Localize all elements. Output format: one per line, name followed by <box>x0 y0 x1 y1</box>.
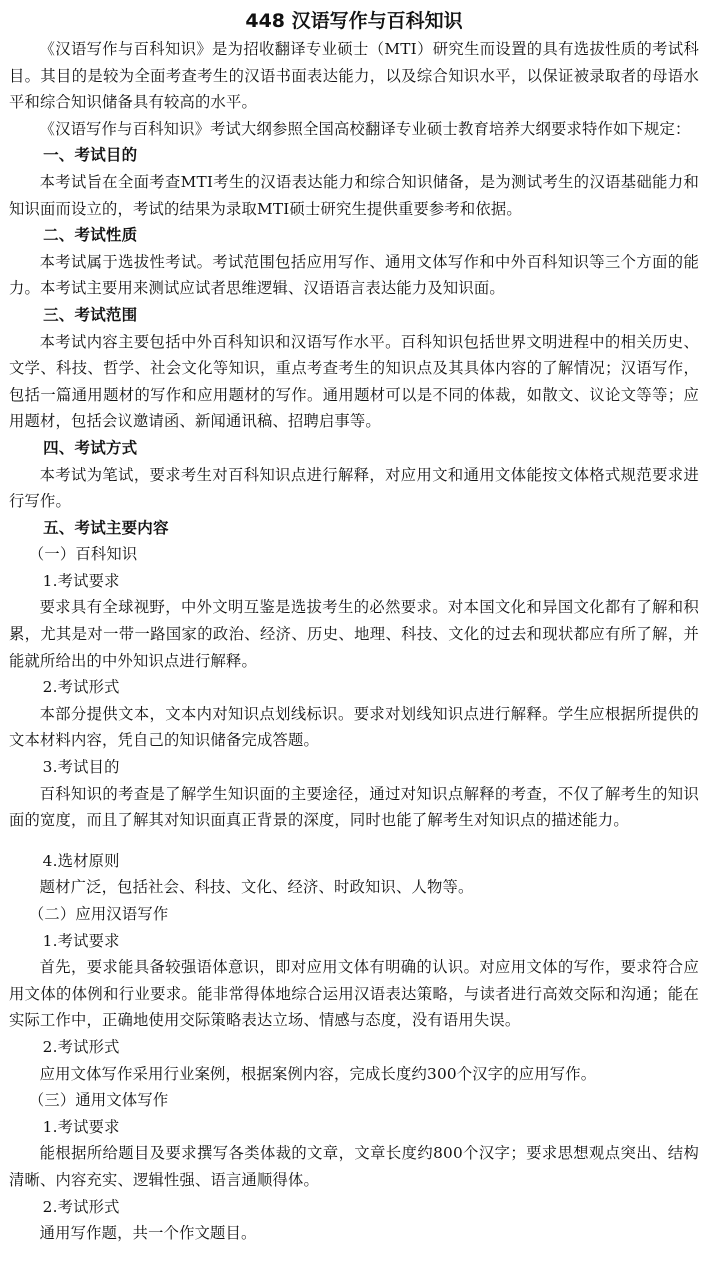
subsection-heading-encyclopedia: （一）百科知识 <box>28 545 138 564</box>
subsection-heading-general-writing: （三）通用文体写作 <box>28 1091 169 1110</box>
section-body-method: 本考试为笔试，要求考生对百科知识点进行解释，对应用文和通用文体能按文体格式规范要求进行写作。 <box>9 465 699 511</box>
section-body-purpose: 本考试旨在全面考查MTI考生的汉语表达能力和综合知识储备，是为测试考生的汉语基础能力和知识面而设立的，考试的结果为录取MTI硕士研究生提供重要参考和依据。 <box>9 172 699 218</box>
paragraph-gap <box>9 834 699 848</box>
section-heading-content: 五、考试主要内容 <box>43 518 169 537</box>
item-label: 1.考试要求 <box>42 1117 120 1136</box>
item-label: 2.考试形式 <box>42 1037 120 1056</box>
item-body: 首先，要求能具备较强语体意识，即对应用文体有明确的认识。对应用文体的写作，要求符合应用文体的体例和行业要求。能非常得体地综合运用汉语表达策略，与读者进行高效交际和沟通；能在实际工作中，正确地使用交际策略表达立场、情感与态度，没有语用失误。 <box>9 958 699 1030</box>
section-body-nature: 本考试属于选拔性考试。考试范围包括应用写作、通用文体写作和中外百科知识等三个方面的能力。本考试主要用来测试应试者思维逻辑、汉语语言表达能力及知识面。 <box>9 252 699 298</box>
section-heading-method: 四、考试方式 <box>43 438 138 457</box>
item-label: 3.考试目的 <box>42 758 120 777</box>
item-body: 通用写作题，共一个作文题目。 <box>39 1224 257 1243</box>
page-title: 448 汉语写作与百科知识 <box>245 10 463 32</box>
item-label: 2.考试形式 <box>42 1197 120 1216</box>
section-body-scope: 本考试内容主要包括中外百科知识和汉语写作水平。百科知识包括世界文明进程中的相关历史、文学、科技、哲学、社会文化等知识，重点考查考生的知识点及其具体内容的了解情况；汉语写作，包括一篇通用题材的写作和应用题材的写作。通用题材可以是不同的体裁，如散文、议论文等等；应用题材，包括会议邀请函、新闻通讯稿、招聘启事等。 <box>9 332 699 431</box>
item-body: 本部分提供文本，文本内对知识点划线标识。要求对划线知识点进行解释。学生应根据所提供的文本材料内容，凭自己的知识储备完成答题。 <box>9 704 699 750</box>
item-body: 应用文体写作采用行业案例，根据案例内容，完成长度约300个汉字的应用写作。 <box>39 1064 597 1083</box>
item-label: 1.考试要求 <box>42 931 120 950</box>
subsection-heading-applied-writing: （二）应用汉语写作 <box>28 905 169 923</box>
item-label: 4.选材原则 <box>42 851 120 870</box>
item-body: 题材广泛，包括社会、科技、文化、经济、时政知识、人物等。 <box>39 878 474 897</box>
section-heading-purpose: 一、考试目的 <box>43 146 138 165</box>
intro-paragraph-1: 《汉语写作与百科知识》是为招收翻译专业硕士（MTI）研究生而设置的具有选拔性质的考试科目。其目的是较为全面考查考生的汉语书面表达能力，以及综合知识水平，以保证被录取者的母语水平和综合知识储备具有较高的水平。 <box>9 40 699 112</box>
section-heading-scope: 三、考试范围 <box>43 305 138 324</box>
item-body: 要求具有全球视野，中外文明互鉴是选拔考生的必然要求。对本国文化和异国文化都有了解和积累，尤其是对一带一路国家的政治、经济、历史、地理、科技、文化的过去和现状都应有所了解，并能就所给出的中外知识点进行解释。 <box>9 598 699 670</box>
intro-paragraph-2: 《汉语写作与百科知识》考试大纲参照全国高校翻译专业硕士教育培养大纲要求特作如下规定： <box>39 119 691 138</box>
item-label: 1.考试要求 <box>42 571 120 590</box>
section-heading-nature: 二、考试性质 <box>43 226 138 245</box>
item-body: 能根据所给题目及要求撰写各类体裁的文章，文章长度约800个汉字；要求思想观点突出、结构清晰、内容充实、逻辑性强、语言通顺得体。 <box>9 1144 699 1189</box>
item-label: 2.考试形式 <box>42 678 120 697</box>
item-body: 百科知识的考查是了解学生知识面的主要途径，通过对知识点解释的考查，不仅了解考生的知识面的宽度，而且了解其对知识面真正背景的深度，同时也能了解考生对知识点的描述能力。 <box>9 784 699 830</box>
